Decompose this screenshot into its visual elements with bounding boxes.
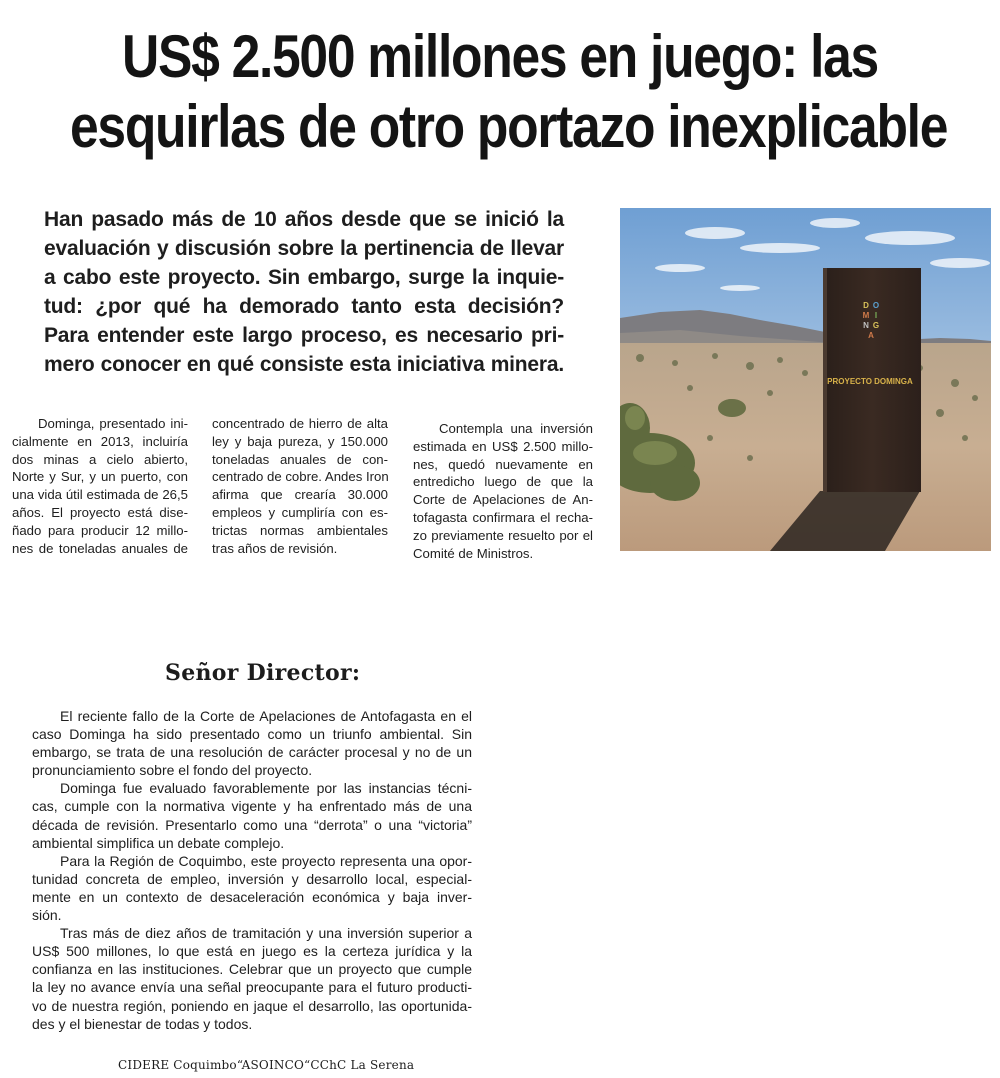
letter-line: embargo, se trata de una resolución de carácter procesal y no de un xyxy=(32,744,472,761)
lead-line: Para entender este largo proceso, es necesario pri- xyxy=(44,324,564,347)
letter-line: década de revisión. Presentarlo como una “derrota” o una “victoria” xyxy=(32,816,472,833)
column-line: Norte y Sur, y un puerto, con xyxy=(12,469,188,485)
column-line: tofagasta confirmara el recha- xyxy=(413,509,593,525)
letter-title: Señor Director: xyxy=(165,660,361,686)
letter-line: cas, cumple con la normativa vigente y ha enfrentado más de una xyxy=(32,798,472,815)
svg-text:M: M xyxy=(862,311,870,320)
headline-line-1: US$ 2.500 millones en juego: las xyxy=(122,23,878,90)
lead-line: mero conocer en qué consiste esta iniciativa minera. xyxy=(44,353,564,376)
letter-line: mente en un contexto de desaceleración económica y baja inver- xyxy=(32,888,472,905)
column-line: Contempla una inversión xyxy=(439,421,593,436)
column-line: concentrado de hierro de alta xyxy=(212,416,388,431)
letter-line: confianza en las instituciones. Celebrar que un proyecto que cumple xyxy=(32,961,472,978)
column-line: toneladas anuales de con- xyxy=(212,451,388,467)
lead-line: a cabo este proyecto. Sin embargo, surge la inquie- xyxy=(44,266,564,289)
lead-paragraph xyxy=(44,205,564,379)
column-line: ley y baja pureza, y 150.000 xyxy=(212,433,388,449)
headline xyxy=(70,22,948,162)
column-line: afirma que crearía 30.000 xyxy=(212,487,388,503)
column-line: Corte de Apelaciones de An- xyxy=(413,492,593,508)
lead-line: Han pasado más de 10 años desde que se inició la xyxy=(44,208,564,231)
column-line: estimada en US$ 2.500 millo- xyxy=(413,438,593,454)
svg-text:N: N xyxy=(863,321,869,330)
svg-text:D: D xyxy=(863,301,869,310)
column-line: tras años de revisión. xyxy=(212,540,338,556)
headline-line-2: esquirlas de otro portazo inexplicable xyxy=(70,93,948,160)
desert-landscape-photo xyxy=(620,208,991,551)
body-column-1 xyxy=(12,415,188,557)
column-line: centrado de cobre. Andes Iron xyxy=(212,469,389,485)
monolith-sign-text: PROYECTO DOMINGA xyxy=(827,377,913,386)
svg-text:G: G xyxy=(872,321,880,330)
project-photo xyxy=(620,208,991,551)
letter-line: sión. xyxy=(32,907,62,924)
svg-text:I: I xyxy=(874,311,878,320)
letter-line: des y el bienestar de todas y todos. xyxy=(32,1015,253,1032)
column-line: Comité de Ministros. xyxy=(413,545,534,561)
column-line: dos minas a cielo abierto, xyxy=(12,451,188,467)
letter-line: tunidad concreta de empleo, inversión y desarrollo local, especial- xyxy=(32,870,472,887)
letter-line: US$ 500 millones, lo que está en juego es la certeza jurídica y la xyxy=(32,943,472,960)
column-line: ñado para producir 12 millo- xyxy=(12,522,188,538)
column-line: zo previamente resuelto por el xyxy=(413,527,593,543)
letter-line: la ley no avance envía una señal preocupante para el futuro producti- xyxy=(32,979,472,996)
column-line: nes, quedó nuevamente en xyxy=(413,456,593,472)
column-line: cialmente en 2013, incluiría xyxy=(12,433,188,449)
body-column-3 xyxy=(413,420,593,562)
letter-signature: CIDERE Coquimbo“ASOINCO“CChC La Serena xyxy=(118,1058,415,1072)
body-column-2 xyxy=(212,415,388,557)
svg-text:A: A xyxy=(868,331,874,340)
column-line: una vida útil estimada de 26,5 xyxy=(12,487,188,503)
lead-line: evaluación y discusión sobre la pertinencia de llevar xyxy=(44,237,564,260)
letter-line: Tras más de diez años de tramitación y una inversión superior a xyxy=(60,925,472,942)
letter-body xyxy=(32,707,472,1033)
letter-line: Dominga fue evaluado favorablemente por las instancias técni- xyxy=(60,780,472,797)
svg-text:O: O xyxy=(872,301,880,310)
column-line: empleos y cumpliría con es- xyxy=(212,504,388,520)
column-line: Dominga, presentado ini- xyxy=(38,416,188,431)
letter-line: vo de nuestra región, poniendo en jaque el desarrollo, las oportunida- xyxy=(32,997,472,1014)
letter-line: caso Dominga ha sido presentado como un triunfo ambiental. Sin xyxy=(32,726,472,743)
lead-line: tud: ¿por qué ha demorado tanto esta decisión? xyxy=(44,295,564,318)
column-line: entredicho luego de que la xyxy=(413,474,593,490)
column-line: años. El proyecto está dise- xyxy=(12,504,188,520)
letter-line: ambiental simplifica un debate complejo. xyxy=(32,834,285,851)
letter-line: Para la Región de Coquimbo, este proyecto representa una opor- xyxy=(60,852,472,869)
column-line: trictas normas ambientales xyxy=(212,522,388,538)
letter-line: El reciente fallo de la Corte de Apelaciones de Antofagasta en el xyxy=(60,708,472,724)
letter-line: pronunciamiento sobre el fondo del proyecto. xyxy=(32,762,313,779)
column-line: nes de toneladas anuales de xyxy=(12,540,188,556)
